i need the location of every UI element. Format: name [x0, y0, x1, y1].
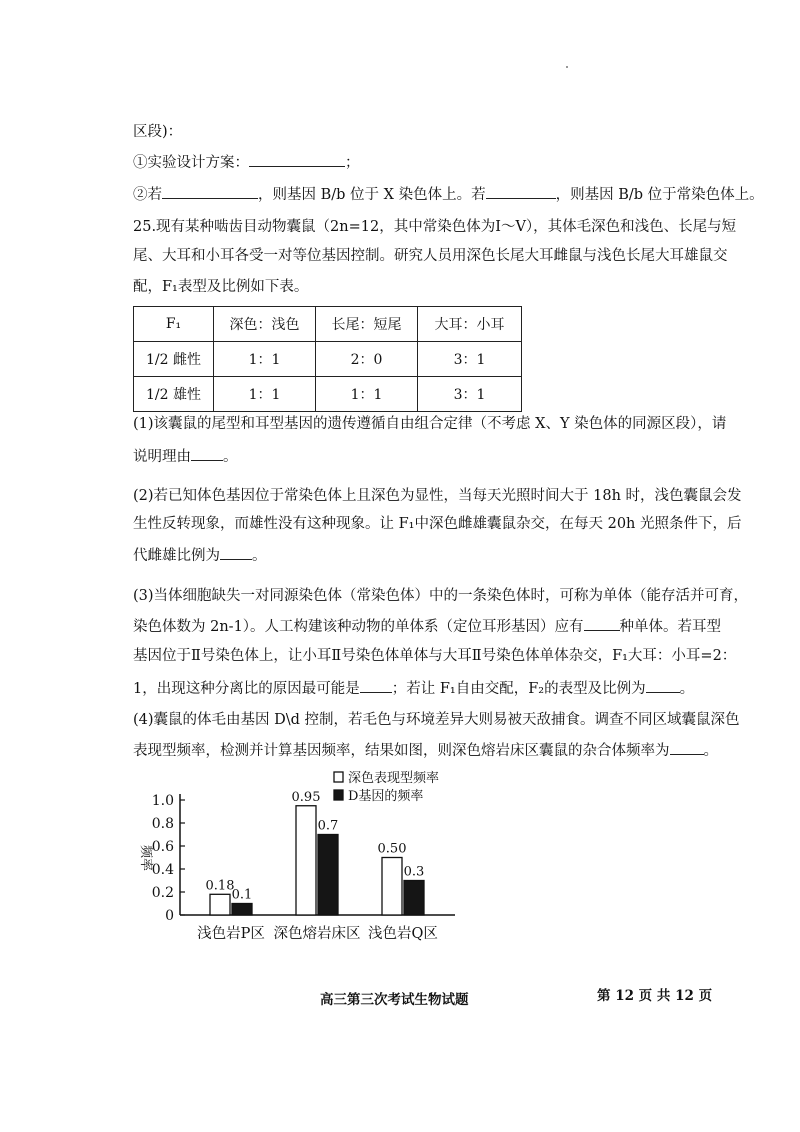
text-line: [133, 486, 742, 506]
y-tick-label: 0: [165, 908, 174, 924]
text: 种单体。若耳型: [619, 619, 722, 635]
f1-phenotype-table: [133, 306, 522, 412]
bar: [382, 858, 402, 916]
answer-blank[interactable]: [486, 184, 556, 199]
text-line: [133, 514, 742, 534]
text-line: [133, 586, 749, 606]
table-row: [134, 342, 522, 377]
x-category-label: 浅色岩Q区: [368, 926, 438, 942]
text-line: [133, 710, 740, 730]
bar-value-label: 0.7: [317, 818, 339, 834]
question-1: (1)该囊鼠的尾型和耳型基因的遗传遵循自由组合定律（不考虑 X、Y 染色体的同源区段），请: [133, 416, 727, 432]
bar: [318, 835, 338, 916]
answer-blank[interactable]: [670, 740, 704, 755]
table-cell: 1/2 雄性: [134, 377, 214, 412]
bar-value-label: 0.95: [291, 789, 321, 805]
page-number: 第 12 页 共 12 页: [597, 988, 713, 1004]
text: 基因位于Ⅱ号染色体上，让小耳Ⅱ号染色体单体与大耳Ⅱ号染色体单体杂交，F₁大耳：小耳=2：: [133, 648, 737, 664]
x-category-label: 深色熔岩床区: [273, 926, 361, 942]
text-line: [133, 152, 693, 173]
table-header: 深色：浅色: [214, 307, 316, 342]
bar-value-label: 0.3: [403, 864, 425, 880]
text-line: [133, 277, 693, 297]
text: 代雌雄比例为: [133, 548, 220, 564]
text: 染色体数为 2n-1）。人工构建该种动物的单体系（定位耳形基因）应有: [133, 619, 584, 635]
table-header: F₁: [134, 307, 214, 342]
footer-title: 高三第三次考试生物试题: [320, 992, 469, 1008]
text: 生性反转现象，而雄性没有这种现象。让 F₁中深色雌雄囊鼠杂交，在每天 20h 光照条件下，后: [133, 516, 742, 532]
text: ；: [345, 155, 360, 171]
text: 。: [252, 548, 267, 564]
text-line: [133, 616, 722, 637]
legend-label: D基因的频率: [348, 789, 424, 804]
text: 。: [679, 681, 695, 697]
bar-value-label: 0.18: [205, 878, 235, 894]
text: 说明理由: [133, 449, 191, 465]
y-tick-label: 0.8: [151, 816, 174, 832]
table-header-row: [134, 307, 522, 342]
text: 区段)：: [133, 124, 183, 140]
text-line: [133, 678, 693, 699]
question-2: (2)若已知体色基因位于常染色体上且深色为显性，当每天光照时间大于 18h 时，浅色囊鼠会发: [133, 488, 742, 504]
frequency-bar-chart: [130, 762, 490, 952]
bar-value-label: 0.50: [377, 841, 407, 857]
text: 表现型频率，检测并计算基因频率，结果如图，则深色熔岩床区囊鼠的杂合体频率为: [133, 743, 670, 759]
question-3: (3)当体细胞缺失一对同源染色体（常染色体）中的一条染色体时，可称为单体（能存活并可育，: [133, 588, 749, 604]
bar: [296, 806, 316, 915]
table-cell: 2：0: [316, 342, 418, 377]
text: ②若: [133, 187, 162, 203]
bar: [232, 904, 252, 916]
answer-blank[interactable]: [191, 446, 223, 461]
answer-blank[interactable]: [162, 184, 258, 199]
text: 。: [223, 449, 238, 465]
text: 尾、大耳和小耳各受一对等位基因控制。研究人员用深色长尾大耳雌鼠与浅色长尾大耳雄鼠交: [133, 248, 728, 264]
text-line: [133, 184, 764, 205]
bar: [210, 894, 230, 915]
table-cell: 3：1: [418, 377, 522, 412]
table-header: 大耳：小耳: [418, 307, 522, 342]
text-line: [133, 122, 693, 142]
question-25: 25.现有某种啮齿目动物囊鼠（2n=12，其中常染色体为Ⅰ～Ⅴ），其体毛深色和浅色、长尾与短: [133, 219, 737, 235]
legend-label: 深色表现型频率: [348, 771, 440, 786]
table-cell: 1：1: [214, 342, 316, 377]
text-line: [133, 414, 727, 434]
text: ①实验设计方案：: [133, 155, 249, 171]
table-cell: 1：1: [316, 377, 418, 412]
answer-blank[interactable]: [249, 152, 345, 167]
table-cell: 1/2 雌性: [134, 342, 214, 377]
text-line: [133, 217, 737, 237]
y-tick-label: 0.6: [151, 839, 174, 855]
text: 。: [703, 743, 718, 759]
y-tick-label: 1.0: [151, 793, 174, 809]
text: 配，F₁表型及比例如下表。: [133, 279, 309, 295]
y-tick-label: 0.2: [151, 885, 174, 901]
table-cell: 1：1: [214, 377, 316, 412]
text-line: [133, 246, 728, 266]
y-tick-label: 0.4: [151, 862, 174, 878]
table-header: 长尾：短尾: [316, 307, 418, 342]
answer-blank[interactable]: [584, 616, 620, 631]
scan-speck: [566, 66, 568, 68]
text: ，则基因 B/b 位于 X 染色体上。若: [258, 187, 486, 203]
legend-swatch: [334, 790, 343, 800]
y-axis-label: 频率: [138, 844, 153, 872]
table-row: [134, 377, 522, 412]
legend-swatch: [334, 772, 343, 782]
text-line: [133, 545, 693, 566]
answer-blank[interactable]: [220, 545, 252, 560]
text-line: [133, 646, 737, 666]
text: ，则基因 B/b 位于常染色体上。: [555, 187, 764, 203]
text-line: [133, 740, 718, 761]
answer-blank[interactable]: [646, 678, 680, 693]
text: 1，出现这种分离比的原因最可能是: [133, 681, 360, 697]
text-line: [133, 446, 693, 467]
question-4: (4)囊鼠的体毛由基因 D\d 控制，若毛色与环境差异大则易被天敌捕食。调查不同区域囊鼠深色: [133, 712, 740, 728]
table-cell: 3：1: [418, 342, 522, 377]
answer-blank[interactable]: [360, 678, 392, 693]
bar: [404, 881, 424, 916]
bar-value-label: 0.1: [231, 887, 253, 903]
x-category-label: 浅色岩P区: [197, 926, 265, 942]
text: ；若让 F₁自由交配，F₂的表型及比例为: [391, 681, 646, 697]
